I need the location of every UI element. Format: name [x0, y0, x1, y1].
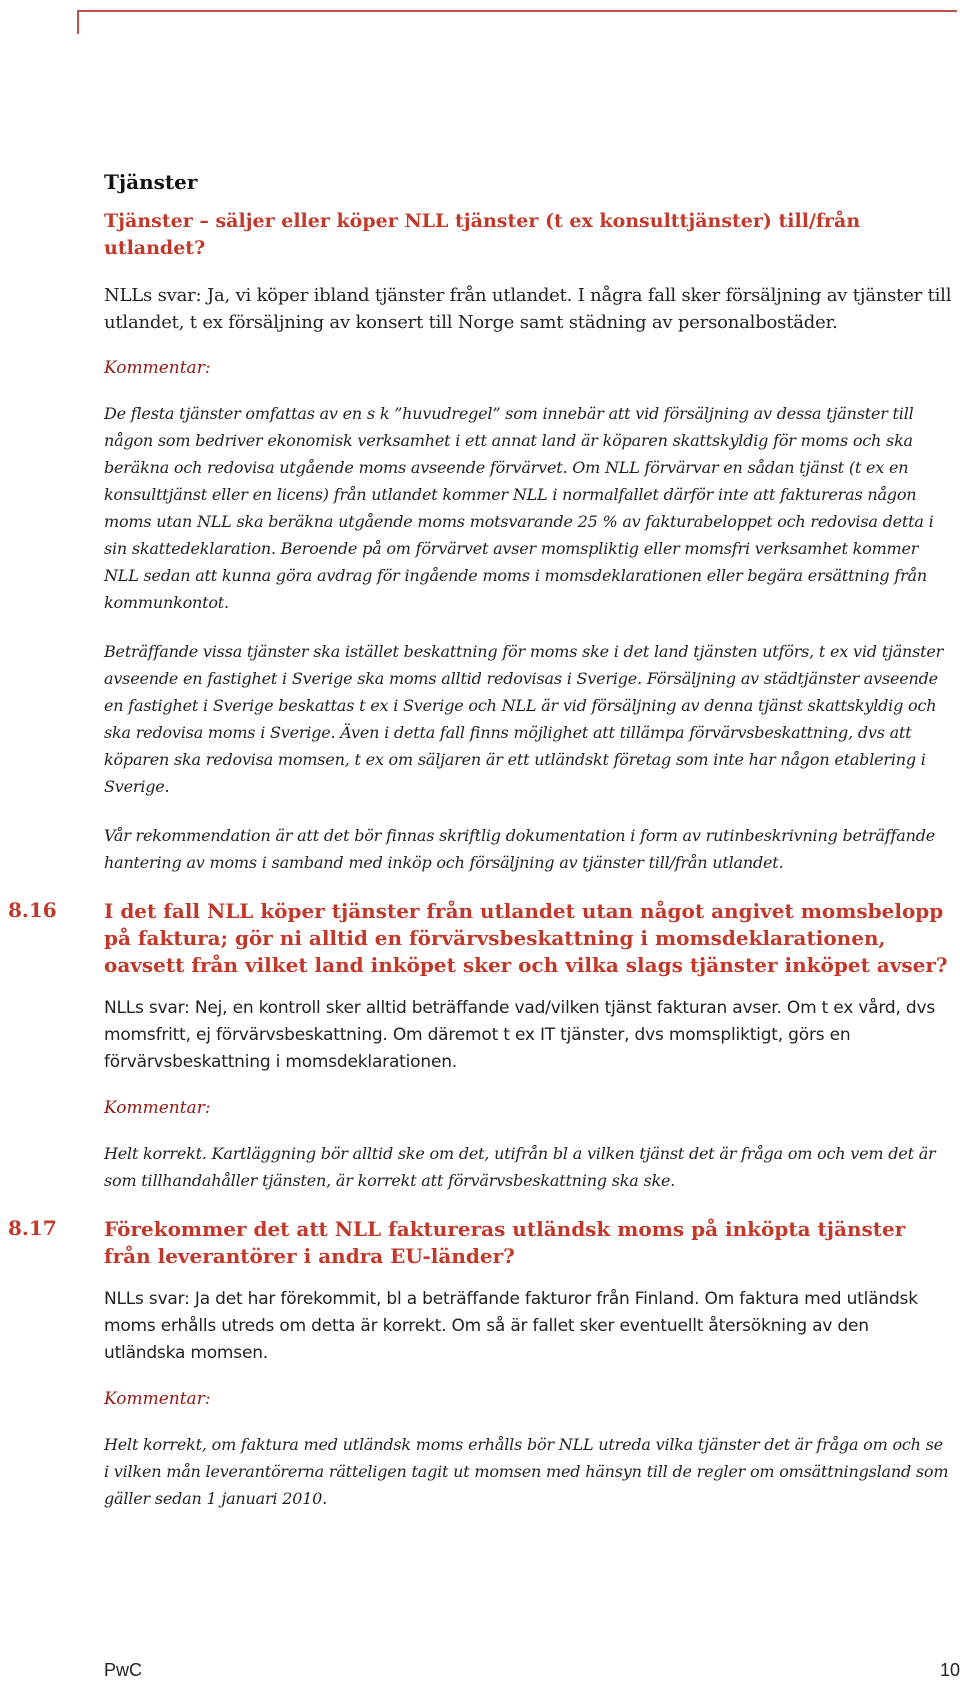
- section-number: 8.16: [8, 898, 57, 922]
- comment-label: Kommentar:: [104, 1098, 211, 1118]
- answer-8-17: NLLs svar: Ja det har förekommit, bl a beträffande fakturor från Finland. Om faktura med utländsk moms erhålls utreds om detta är korrekt. Om så är fallet sker eventuellt återsökning av den utländska momsen.: [104, 1289, 918, 1363]
- question-services: Tjänster – säljer eller köper NLL tjänster (t ex konsulttjänster) till/från utlandet?: [104, 210, 861, 259]
- footer-brand: PwC: [104, 1660, 143, 1680]
- corner-border-left: [77, 10, 79, 34]
- section-title: Förekommer det att NLL faktureras utländsk moms på inköpta tjänster från leverantörer i andra EU-länder?: [104, 1217, 906, 1268]
- comment-paragraph: Helt korrekt, om faktura med utländsk moms erhålls bör NLL utreda vilka tjänster det är fråga om och se i vilken mån leverantörerna rätteligen tagit ut momsen med hänsyn till de regler om omsättningsland som gäller sedan 1 januari 2010.: [104, 1435, 949, 1508]
- section-8-16: [8, 898, 952, 1194]
- corner-border-top: [77, 10, 957, 12]
- section-number: 8.17: [8, 1216, 57, 1240]
- section-8-17: [8, 1216, 952, 1512]
- comment-label: Kommentar:: [104, 358, 211, 378]
- comment-label: Kommentar:: [104, 1389, 211, 1409]
- comment-paragraph: De flesta tjänster omfattas av en s k ”huvudregel” som innebär att vid försäljning av dessa tjänster till någon som bedriver ekonomisk verksamhet i ett annat land är köparen skattskyldig för moms och ska beräkna och redovisa utgående moms avseende förvärvet. Om NLL förvärvar en sådan tjänst (t ex en konsulttjänst eller en licens) från utlandet kommer NLL i normalfallet därför inte att faktureras någon moms utan NLL ska beräkna utgående moms motsvarande 25 % av fakturabeloppet och redovisa detta i sin skattedeklaration. Beroende på om förvärvet avser momspliktig eller momsfri verksamhet kommer NLL sedan att kunna göra avdrag för ingående moms i momsdeklarationen eller begära ersättning från kommunkontot.: [104, 404, 934, 612]
- answer-services: NLLs svar: Ja, vi köper ibland tjänster från utlandet. I några fall sker försäljning av tjänster till utlandet, t ex försäljning av konsert till Norge samt städning av personalbostäder.: [104, 285, 952, 333]
- section-title: I det fall NLL köper tjänster från utlandet utan något angivet momsbelopp på faktura; gör ni alltid en förvärvsbeskattning i momsdeklarationen, oavsett från vilket land inköpet sker och vilka slags tjänster inköpet avser?: [104, 899, 948, 977]
- section-heading: Tjänster: [104, 170, 198, 194]
- page-content: [8, 170, 952, 1534]
- comment-paragraph: Vår rekommendation är att det bör finnas skriftlig dokumentation i form av rutinbeskrivning beträffande hantering av moms i samband med inköp och försäljning av tjänster till/från utlandet.: [104, 826, 936, 872]
- comment-paragraph: Beträffande vissa tjänster ska istället beskattning för moms ske i det land tjänsten utförs, t ex vid tjänster avseende en fastighet i Sverige ska moms alltid redovisas i Sverige. Försäljning av städtjänster avseende en fastighet i Sverige beskattas t ex i Sverige och NLL är vid försäljning av denna tjänst skattskyldig och ska redovisa moms i Sverige. Även i detta fall finns möjlighet att tillämpa förvärvsbeskattning, dvs att köparen ska redovisa momsen, t ex om säljaren är ett utländskt företag som inte har någon etablering i Sverige.: [104, 642, 944, 796]
- answer-8-16: NLLs svar: Nej, en kontroll sker alltid beträffande vad/vilken tjänst fakturan avser. Om t ex vård, dvs momsfritt, ej förvärvsbeskattning. Om däremot t ex IT tjänster, dvs momspliktigt, görs en förvärvsbeskattning i momsdeklarationen.: [104, 998, 936, 1072]
- comment-paragraph: Helt korrekt. Kartläggning bör alltid ske om det, utifrån bl a vilken tjänst det är fråga om och vem det är som tillhandahåller tjänsten, är korrekt att förvärvsbeskattning ska ske.: [104, 1144, 936, 1190]
- page-number: 10: [939, 1660, 960, 1680]
